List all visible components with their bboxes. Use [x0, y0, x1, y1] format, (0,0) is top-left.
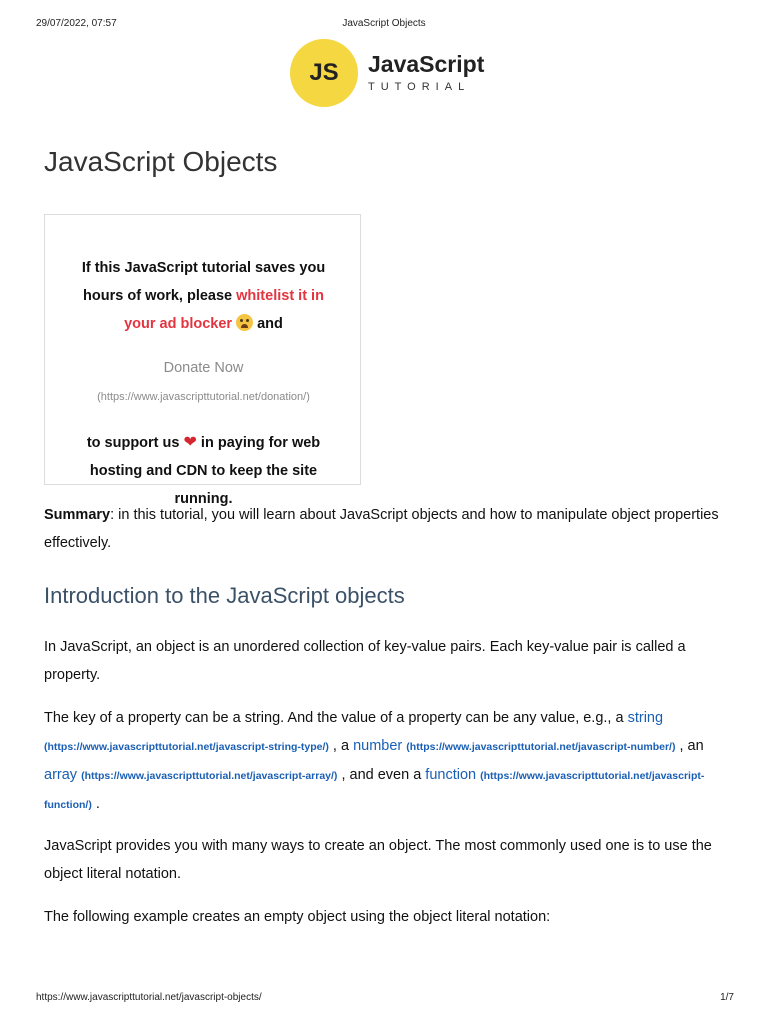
notice-line-1: If this JavaScript tutorial saves you: [81, 260, 326, 276]
array-url: (https://www.javascripttutorial.net/javascript-array/): [81, 770, 338, 782]
paragraph-property-values: [44, 704, 734, 819]
heart-icon: ❤: [183, 434, 197, 451]
page-title: JavaScript Objects: [44, 146, 278, 177]
print-header: [0, 18, 768, 32]
donate-url: (https://www.javascripttutorial.net/donation/): [97, 391, 310, 403]
paragraph-empty-object-example: The following example creates an empty object using the object literal notation:: [44, 909, 551, 925]
notice-line-3-text: and: [253, 316, 283, 332]
print-footer: [0, 992, 768, 1006]
notice-line-2: [45, 282, 362, 310]
notice-line-6: running.: [174, 491, 233, 507]
notice-line-4-post: in paying for web: [196, 435, 321, 451]
number-link[interactable]: number: [353, 738, 403, 754]
function-link[interactable]: function: [425, 767, 477, 783]
summary-label: Summary: [44, 507, 111, 523]
p2-text-1: The key of a property can be a string. And the value of a property can be any value, e.g., a: [44, 710, 628, 726]
print-date: 29/07/2022, 07:57: [36, 18, 117, 29]
ad-blocker-link[interactable]: your ad blocker: [124, 316, 233, 332]
summary-text: : in this tutorial, you will learn about JavaScript objects and how to manipulate object properties effectively.: [44, 507, 719, 551]
crying-face-icon: [236, 314, 253, 331]
logo-mark: JS: [290, 39, 358, 107]
donation-notice: [44, 214, 361, 507]
print-url: https://www.javascripttutorial.net/javascript-objects/: [36, 992, 262, 1003]
p2-text-3: , an: [675, 738, 704, 754]
donate-now-link[interactable]: Donate Now: [163, 360, 244, 376]
string-link[interactable]: string: [627, 710, 664, 726]
notice-line-5: hosting and CDN to keep the site: [89, 463, 318, 479]
p2-text-4: , and even a: [337, 767, 426, 783]
site-logo[interactable]: [290, 38, 484, 108]
notice-line-4: [45, 429, 362, 457]
print-title: JavaScript Objects: [342, 18, 426, 29]
logo-subtitle: TUTORIAL: [368, 81, 471, 93]
function-url: (https://www.javascripttutorial.net/javascript-function/): [44, 770, 705, 811]
whitelist-link[interactable]: whitelist it in: [236, 288, 324, 304]
paragraph-object-literal: JavaScript provides you with many ways to create an object. The most commonly used one is to use the object literal notation.: [44, 838, 712, 882]
string-url: (https://www.javascripttutorial.net/javascript-string-type/): [44, 741, 329, 753]
logo-brand: JavaScript: [368, 51, 485, 77]
notice-text-top: [45, 254, 362, 338]
summary-paragraph: [44, 501, 734, 557]
p2-text-2: , a: [328, 738, 354, 754]
p2-text-5: .: [91, 796, 100, 812]
notice-line-2-text: hours of work, please: [83, 288, 237, 304]
section-heading-intro: Introduction to the JavaScript objects: [44, 583, 405, 608]
page-number: 1/7: [720, 992, 734, 1003]
paragraph-object-definition: In JavaScript, an object is an unordered collection of key-value pairs. Each key-value pair is called a property.: [44, 639, 686, 683]
number-url: (https://www.javascripttutorial.net/javascript-number/): [406, 741, 676, 753]
notice-line-4-pre: to support us: [86, 435, 184, 451]
notice-line-3: [45, 310, 362, 338]
array-link[interactable]: array: [44, 767, 78, 783]
